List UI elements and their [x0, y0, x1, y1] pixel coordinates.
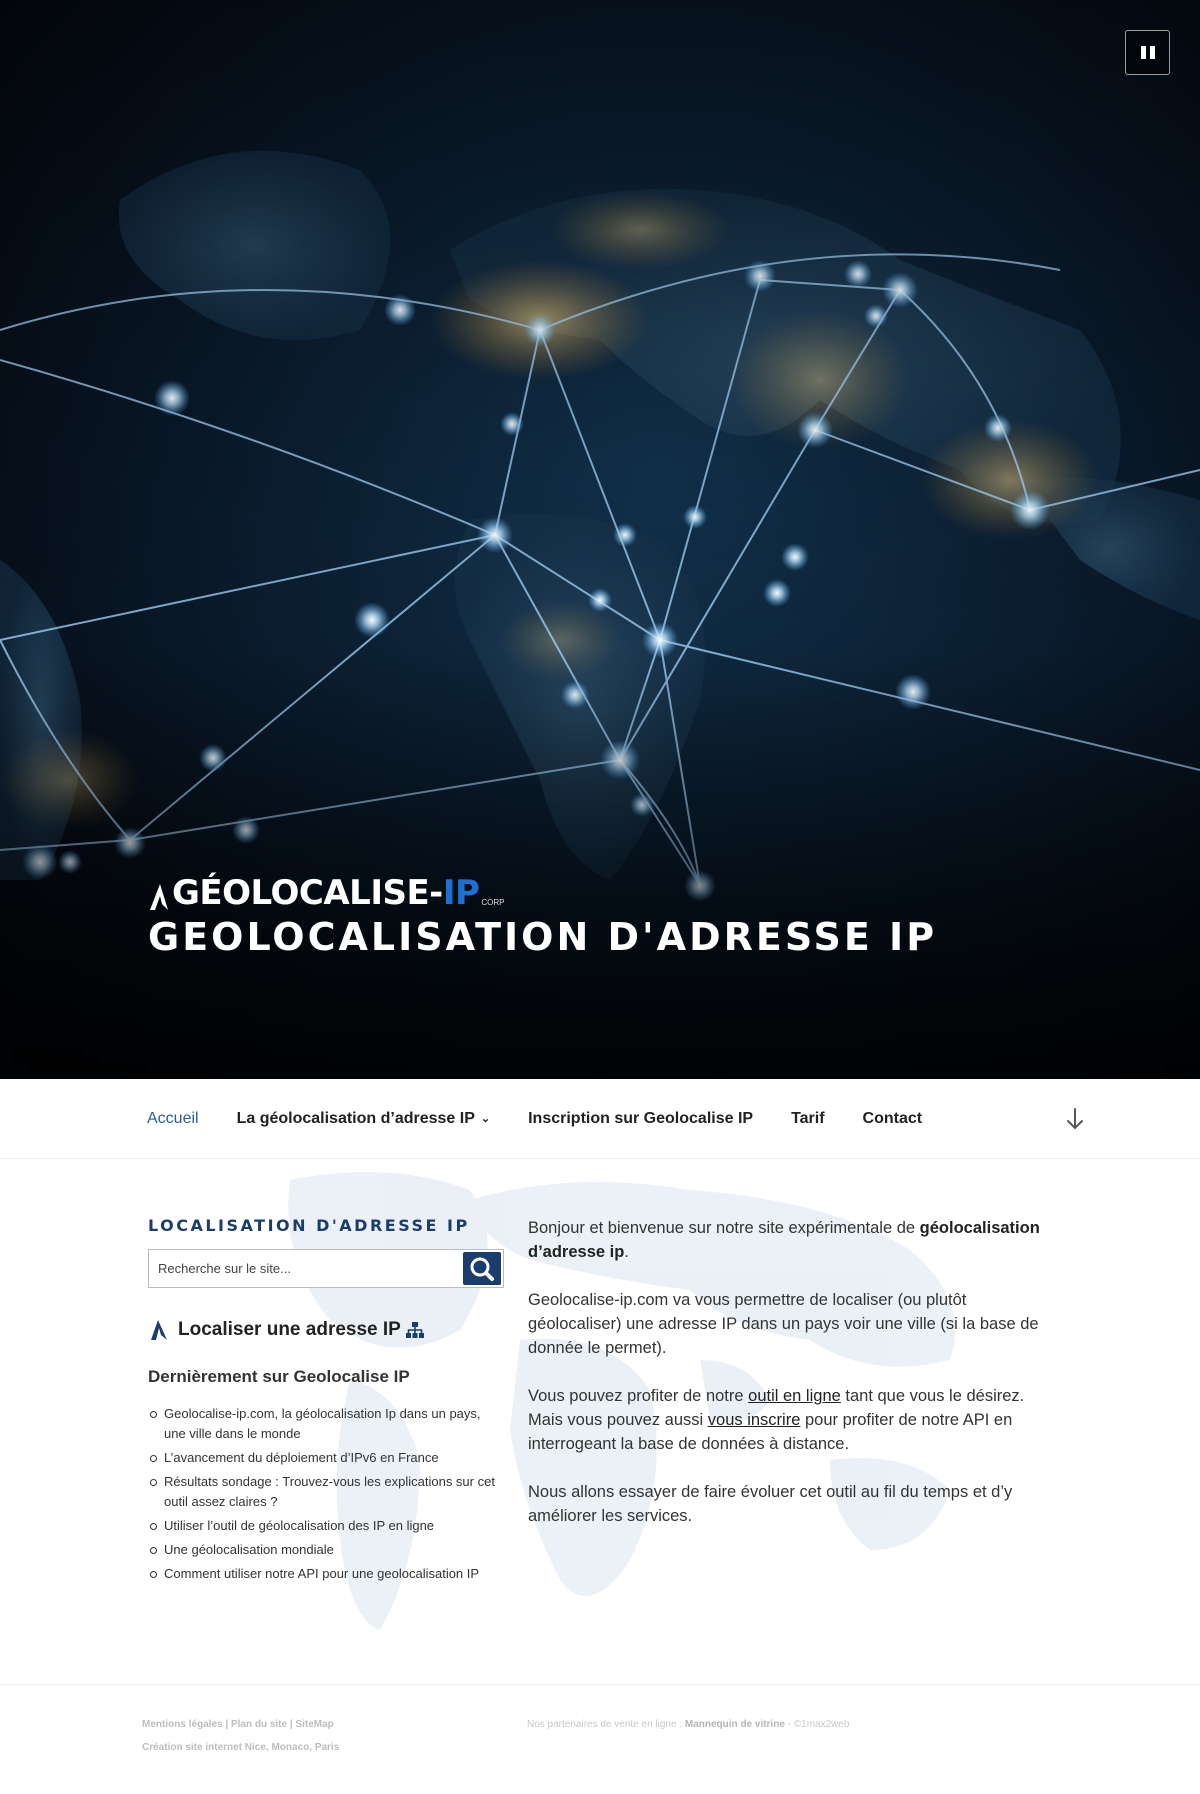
nav-item-contact[interactable] — [863, 1110, 923, 1128]
online-tool-link[interactable]: outil en ligne — [748, 1387, 841, 1405]
usage-paragraph — [528, 1384, 1048, 1456]
site-footer — [0, 1684, 1200, 1794]
logo-corp-label: CORP — [481, 898, 505, 907]
sitemap-link[interactable]: SiteMap — [295, 1719, 334, 1730]
nav-item-tarif[interactable] — [791, 1110, 824, 1128]
chevron-down-icon: ⌄ — [480, 1113, 491, 1126]
logo-text — [172, 874, 479, 912]
search-input[interactable] — [149, 1250, 449, 1287]
usage-text: pour profiter de notre API en interrogeant la base de données à distance. — [528, 1411, 1013, 1453]
recent-posts-title: Dernièrement sur Geolocalise IP — [148, 1367, 410, 1386]
usage-text: Vous pouvez profiter de notre — [528, 1387, 749, 1405]
outro-paragraph: Nous allons essayer de faire évoluer cet outil au fil du temps et d’y améliorer les services. — [528, 1483, 1013, 1525]
logo-mark-icon — [148, 882, 170, 912]
search-button[interactable] — [463, 1252, 501, 1285]
site-title[interactable]: GEOLOCALISATION D'ADRESSE IP — [148, 915, 938, 959]
website-creation-link[interactable]: Création site internet Nice, Monaco, Paris — [142, 1742, 340, 1753]
recent-post-link[interactable]: L’avancement du déploiement d’IPv6 en France — [164, 1448, 504, 1468]
footer-separator: | — [287, 1719, 296, 1730]
partner-link[interactable]: Mannequin de vitrine — [684, 1719, 785, 1730]
locate-marker-icon — [148, 1318, 170, 1342]
widget-title: LOCALISATION D'ADRESSE IP — [148, 1216, 470, 1235]
network-icon — [405, 1321, 425, 1339]
legal-mentions-link[interactable]: Mentions légales — [142, 1719, 223, 1730]
sidebar — [148, 1216, 504, 1588]
pause-icon — [1141, 46, 1146, 59]
register-link[interactable]: vous inscrire — [707, 1411, 801, 1429]
footer-separator: | — [222, 1719, 231, 1730]
main-article — [528, 1216, 1048, 1552]
partners-text: Nos partenaires de vente en ligne : — [527, 1719, 685, 1730]
nav-item-label: Contact — [862, 1110, 923, 1127]
intro-text: Bonjour et bienvenue sur notre site expérimentale de — [528, 1219, 920, 1237]
nav-item-label: Accueil — [147, 1110, 199, 1127]
site-logo[interactable] — [148, 872, 505, 912]
content-area — [0, 1160, 1200, 1684]
description-paragraph: Geolocalise-ip.com va vous permettre de localiser (ou plutôt géolocaliser) une adresse IP dans un pays voir une ville (si la base de donnée le permet). — [528, 1291, 1039, 1357]
arrow-down-icon[interactable] — [1063, 1105, 1087, 1133]
locate-ip-label: Localiser une adresse IP — [178, 1319, 401, 1340]
recent-post-link[interactable]: Geolocalise-ip.com, la géolocalisation Ip dans un pays, une ville dans le monde — [164, 1404, 504, 1444]
locate-ip-link[interactable] — [148, 1318, 504, 1342]
usage-text: tant que vous le désirez. Mais vous pouvez aussi — [528, 1387, 1025, 1429]
nav-item-inscription[interactable] — [528, 1110, 753, 1128]
recent-posts-list — [148, 1404, 504, 1584]
recent-post-link[interactable]: Comment utiliser notre API pour une geolocalisation IP — [164, 1564, 504, 1584]
nav-item-label: Tarif — [791, 1110, 825, 1127]
footer-partners — [527, 1713, 850, 1736]
search-icon — [463, 1252, 501, 1285]
recent-post-link[interactable]: Utiliser l’outil de géolocalisation des IP en ligne — [164, 1516, 504, 1536]
site-plan-link[interactable]: Plan du site — [230, 1719, 288, 1730]
logo-text-main: GÉOLOCALISE- — [172, 873, 443, 913]
nav-item-accueil[interactable] — [147, 1110, 199, 1128]
nav-item-label: La géolocalisation d’adresse IP — [236, 1110, 475, 1127]
nav-item-label: Inscription sur Geolocalise IP — [528, 1110, 754, 1127]
intro-keyword: géolocalisation d’adresse ip — [528, 1219, 1040, 1261]
intro-paragraph — [528, 1216, 1048, 1264]
recent-post-link[interactable]: Une géolocalisation mondiale — [164, 1540, 504, 1560]
main-navigation — [0, 1079, 1200, 1159]
pause-icon — [1150, 46, 1155, 59]
copyright-text: - ©1max2web — [784, 1719, 850, 1730]
intro-punct: . — [624, 1243, 629, 1261]
recent-post-link[interactable]: Résultats sondage : Trouvez-vous les explications sur cet outil assez claires ? — [164, 1472, 504, 1512]
footer-links — [142, 1713, 339, 1759]
pause-video-button[interactable] — [1125, 30, 1170, 75]
logo-text-ip: IP — [442, 873, 480, 913]
nav-item-geolocalisation[interactable] — [237, 1110, 491, 1128]
search-form — [148, 1249, 504, 1288]
